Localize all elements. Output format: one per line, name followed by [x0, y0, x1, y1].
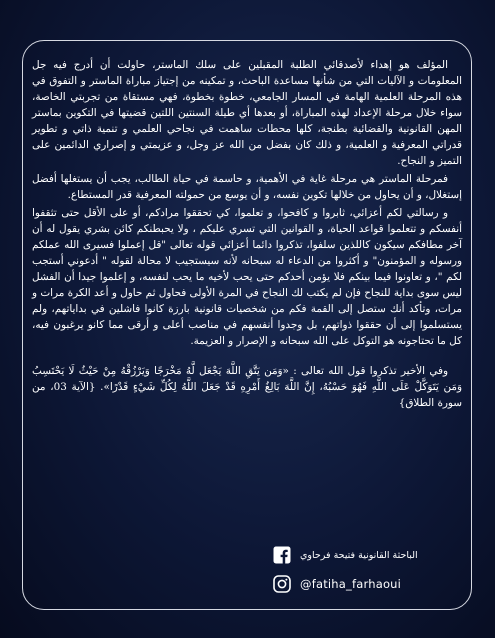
article-body [32, 57, 462, 413]
facebook-link[interactable] [272, 544, 492, 566]
instagram-handle: @fatiha_farhaoui [300, 577, 402, 591]
paragraph-closing-verse: وفي الأخير تذكروا قول الله تعالى : «وَمَن يَتَّقِ اللَّهَ يَجْعَل لَّهُ مَخْرَجًا وَيَرْزُقْهُ مِنْ حَيْثُ لَا يَحْتَسِبُ وَمَن يَتَوَكَّلْ عَلَى اللَّهِ فَهُوَ حَسْبُهُ، إِنَّ اللَّهَ بَالِغُ أَمْرِهِ قَدْ جَعَلَ اللَّهُ لِكُلِّ شَيْءٍ قَدْرًا». {الآية 03، من سورة الطلاق} [32, 365, 462, 409]
paragraph-intro: المؤلف هو إهداء لأصدقائي الطلبة المقبلين على سلك الماستر، حاولت أن أدرج فيه جل المعلومات و الآليات التي من شأنها مساعدة الباحث، و تمكينه من إجتياز مباراة الماستر و التفوق في هذه المرحلة العلمية الهامة في المسار الجامعي، خطوة بخطوة، فهي مستقاة من تجربتي الخاصة، سواء خلال مرحلة الإعداد لهذه المباراة، أو بعدها أي طيلة السنتين اللتين قضيتها في التكوين بماستر المهن القانونية والقضائية بطنجة، كلها محطات ساهمت في نجاحي العلمي و تنمية ذاتي و تطوير قدراتي المعرفية و العلمية، و ذلك كان بفضل من الله عز وجل، و عزيمتي و إصراري الدائمين على التميز و النجاح. [32, 59, 462, 167]
paragraph-master-stage: فمرحلة الماستر هي مرحلة غاية في الأهمية، و حاسمة في حياة الطالب، يجب أن يستغلها أفضل إستغلال، و أن يحاول من خلالها تكوين نفسه، و أن يوسع من حمولته المعرفية قدر المستطاع. [32, 173, 462, 201]
paragraph-message: و رسالتي لكم أعزائي، ثابروا و كافحوا، و تعلموا، كي تحققوا مرادكم، أو على الأقل حتى تثقفوا أنفسكم و تتعلموا قواعد الحياة، و القوانين التي تسري عليكم ، ولا يحبطنكم كائن بشري يقول له أن آخر مطافكم سيكون كاللذين سلفوا، تذكروا دائما أعزائي قوله تعالى "قل إعملوا فسيرى الله عملكم ورسوله و المؤمنون" و أكثروا من الدعاء له سبحانه لأنه سيستجيب لا محالة لقوله " أدعوني أستجب لكم "، و تعاونوا فيما بينكم فلا يؤمن أحدكم حتى يحب لأخيه ما يحب لنفسه، و إعلموا جيدا أن الفشل ليس سوى بداية للنجاح فإن لم يكتب لك النجاح في المرة الأولى فحاول ثم حاول و أعد الكرة مرات و مرات، وتأكد أنك ستصل إلى القمة فكم من شخصيات قانونية بارزة كانوا فاشلين في بداياتهم، ولم يستسلموا إلى أن حققوا ذواتهم، بل وجدوا أنفسهم في مناصب أعلى و أرقى مما كانو يرغبون فيه، كل ما تحتاجونه هو التوكل على الله سبحانه و الإصرار و العزيمة. [32, 207, 462, 347]
facebook-icon [272, 545, 292, 565]
instagram-icon [272, 574, 292, 594]
instagram-link[interactable] [272, 573, 492, 595]
facebook-label: الباحثة القانونية فتيحة فرحاوي [300, 549, 418, 561]
